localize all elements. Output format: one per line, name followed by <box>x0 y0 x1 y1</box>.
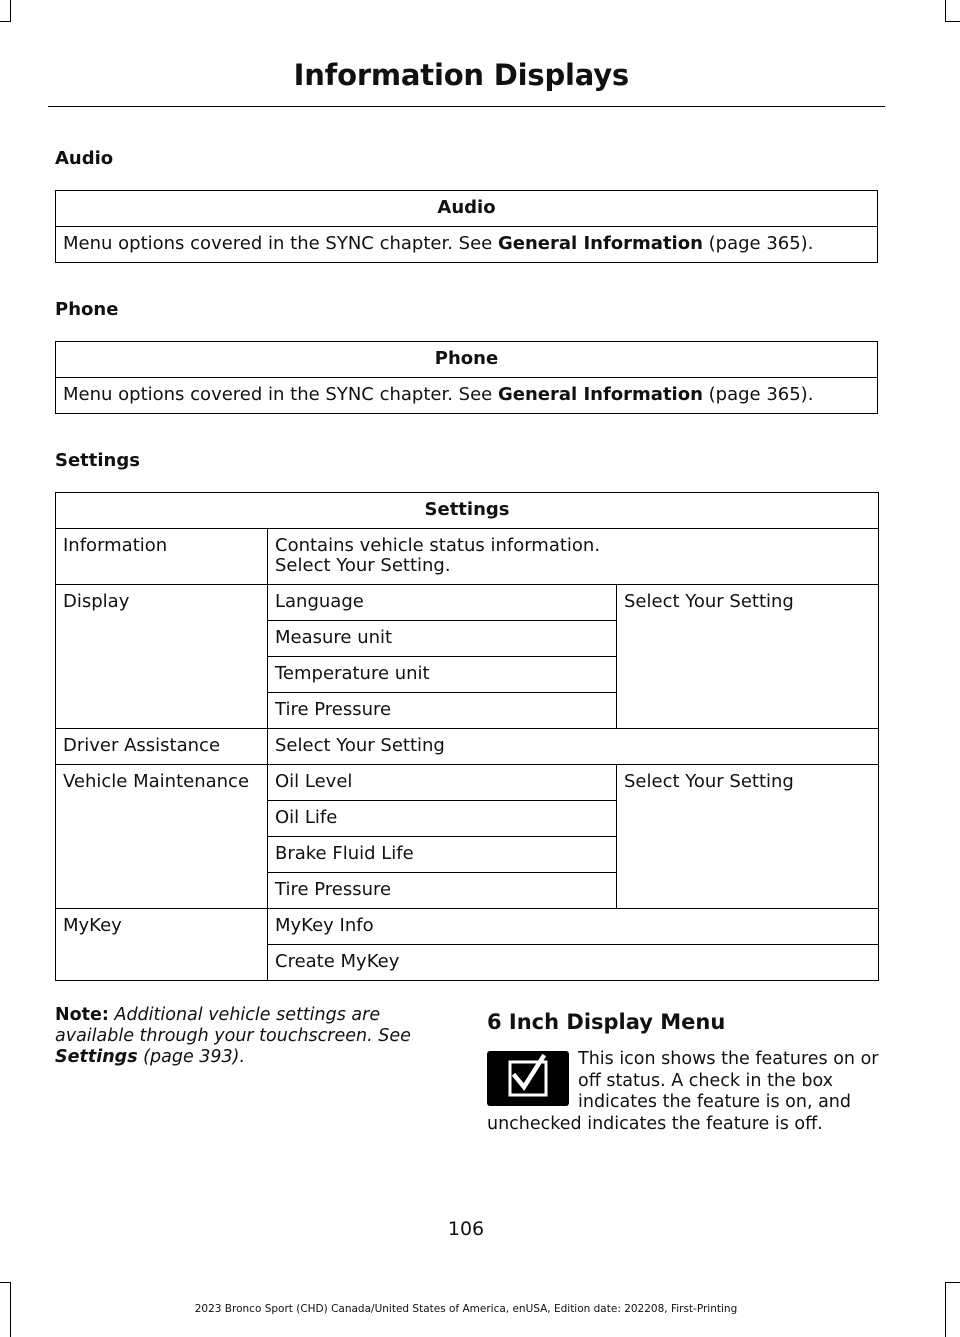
crop-mark-bottom-left-h <box>0 1282 11 1283</box>
information-description: Contains vehicle status information. Select Your Setting. <box>268 529 879 585</box>
phone-general-info-link[interactable]: General Information <box>497 384 703 405</box>
settings-table-header: Settings <box>56 493 879 529</box>
crop-mark-top-left-h <box>0 21 11 22</box>
audio-table <box>55 190 878 263</box>
settings-link[interactable]: Settings <box>55 1047 138 1067</box>
maintenance-item-tire-pressure: Tire Pressure <box>268 873 617 909</box>
driver-assistance-setting: Select Your Setting <box>268 729 879 765</box>
six-inch-heading: 6 Inch Display Menu <box>487 1010 726 1034</box>
driver-assistance-label: Driver Assistance <box>56 729 268 765</box>
settings-table <box>55 492 879 981</box>
mykey-label: MyKey <box>56 909 268 981</box>
mykey-item-create: Create MyKey <box>268 945 879 981</box>
phone-section-label: Phone <box>55 299 119 320</box>
crop-mark-bottom-right-v <box>945 1282 946 1337</box>
note-text: Additional vehicle settings are available through your touchscreen. See <box>55 1005 411 1046</box>
display-setting: Select Your Setting <box>617 585 879 729</box>
phone-table <box>55 341 878 414</box>
note-paragraph <box>55 1005 450 1068</box>
information-label: Information <box>56 529 268 585</box>
page-title: Information Displays <box>293 58 629 92</box>
display-label: Display <box>56 585 268 729</box>
header-rule <box>48 106 885 107</box>
display-item-measure-unit: Measure unit <box>268 621 617 657</box>
mykey-item-info: MyKey Info <box>268 909 879 945</box>
audio-row: Menu options covered in the SYNC chapter. See General Information (page 365). <box>56 227 878 263</box>
vehicle-maintenance-setting: Select Your Setting <box>617 765 879 909</box>
maintenance-item-oil-life: Oil Life <box>268 801 617 837</box>
settings-section-label: Settings <box>55 450 140 471</box>
maintenance-item-brake-fluid-life: Brake Fluid Life <box>268 837 617 873</box>
page-number: 106 <box>447 1218 485 1240</box>
crop-mark-top-right-v <box>945 0 946 22</box>
maintenance-item-oil-level: Oil Level <box>268 765 617 801</box>
crop-mark-top-right-h <box>945 21 960 22</box>
six-inch-description: This icon shows the features on or off status. A check in the box indicates the feature is on, and unchecked indicates the feature is off. <box>487 1049 879 1134</box>
phone-table-header: Phone <box>56 342 878 378</box>
page-footer: 2023 Bronco Sport (CHD) Canada/United States of America, enUSA, Edition date: 202208, First-Printing <box>194 1303 738 1315</box>
display-item-temperature-unit: Temperature unit <box>268 657 617 693</box>
crop-mark-top-left-v <box>10 0 11 22</box>
audio-table-header: Audio <box>56 191 878 227</box>
display-item-language: Language <box>268 585 617 621</box>
display-item-tire-pressure: Tire Pressure <box>268 693 617 729</box>
phone-row: Menu options covered in the SYNC chapter. See General Information (page 365). <box>56 378 878 414</box>
audio-general-info-link[interactable]: General Information <box>497 233 703 254</box>
note-label: Note: <box>55 1005 109 1025</box>
crop-mark-bottom-right-h <box>945 1282 960 1283</box>
audio-section-label: Audio <box>55 148 114 169</box>
note-suffix: (page 393). <box>137 1047 246 1067</box>
vehicle-maintenance-label: Vehicle Maintenance <box>56 765 268 909</box>
